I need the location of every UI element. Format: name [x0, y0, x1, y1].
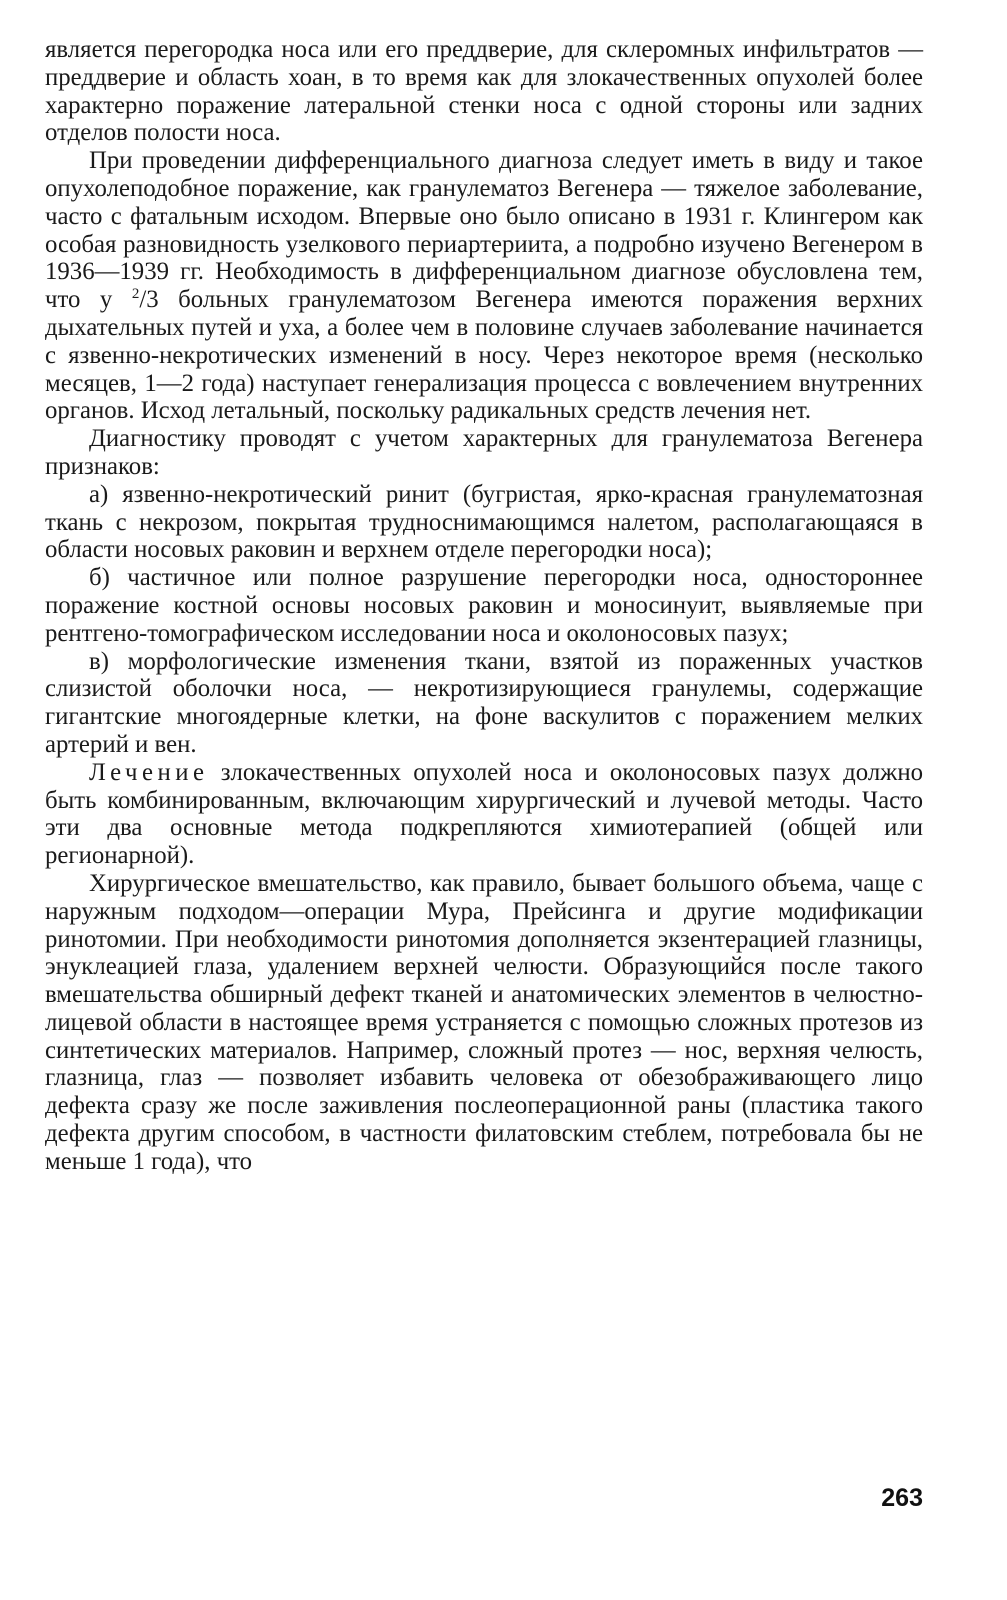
page-body: [45, 36, 923, 1176]
list-item-c: в) морфологические изменения ткани, взятой из пораженных участков слизистой оболочки носа, — некротизирующиеся гранулемы, содержащие гигантские многоядерные клетки, на фоне васкулитов с поражением мелких артерий и вен.: [45, 647, 923, 758]
paragraph-text: При проведении дифференциального диагноза следует иметь в виду и такое опухолеподобное поражение, как гранулематоз Вегенера — тяжелое заболевание, часто с фатальным исходом. Впервые оно было описано в 1931 г. Клингером как особая разновидность узелкового периартериита, а подробно изучено Вегенером в 1936—1939 гг. Необходимость в дифференциальном диагнозе обусловлена тем, что у: [45, 147, 923, 314]
paragraph-continued: является перегородка носа или его преддверие, для склеромных инфильтратов — преддверие и область хоан, в то время как для злокачественных опухолей более характерно поражение латеральной стенки носа с одной стороны или задних отделов полости носа.: [45, 36, 923, 147]
paragraph-text: больных гранулематозом Вегенера имеются поражения верхних дыхательных путей и уха, а более чем в половине случаев заболевание начинается с язвенно-некротических изменений в носу. Через некоторое время (несколько месяцев, 1—2 года) наступает генерализация процесса с вовлечением внутренних органов. Исход летальный, поскольку радикальных средств лечения нет.: [45, 286, 923, 425]
list-item-b: б) частичное или полное разрушение перегородки носа, одностороннее поражение костной основы носовых раковин и моносинуит, выявляемые при рентгено-томографическом исследовании носа и околоносовых пазух;: [45, 564, 923, 647]
paragraph-text: злокачественных опухолей носа и околоносовых пазух должно быть комбинированным, включающим хирургический и лучевой методы. Часто эти два основные метода подкрепляются химиотерапией (общей или регионарной).: [45, 758, 923, 870]
fraction-numerator: 2: [131, 286, 140, 303]
page-number: 263: [881, 1484, 923, 1512]
paragraph-wegener-differential: [45, 147, 923, 425]
list-item-a: а) язвенно-некротический ринит (бугристая, ярко-красная гранулематозная ткань с некрозом, покрытая трудноснимающимся налетом, располагающаяся в области носовых раковин и верхнем отделе перегородки носа);: [45, 480, 923, 564]
paragraph-treatment: [45, 759, 923, 870]
paragraph-surgery: Хирургическое вмешательство, как правило, бывает большого объема, чаще с наружным подходом—операции Мура, Прейсинга и другие модификации ринотомии. При необходимости ринотомия дополняется экзентерацией глазницы, энуклеацией глаза, удалением верхней челюсти. Образующийся после такого вмешательства обширный дефект тканей и анатомических элементов в челюстно-лицевой области в настоящее время устраняется с помощью сложных протезов из синтетических материалов. Например, сложный протез — нос, верхняя челюсть, глазница, глаз — позволяет избавить человека от обезображивающего лицо дефекта сразу же после заживления послеоперационной раны (пластика такого дефекта другим способом, в частности филатовским стеблем, потребовала бы не меньше 1 года), что: [45, 869, 923, 1175]
fraction-slash: /: [139, 286, 147, 314]
treatment-heading: Лечение: [89, 758, 209, 786]
fraction-denominator: 3: [146, 286, 159, 314]
paragraph-diagnostics-intro: Диагностику проводят с учетом характерных для гранулематоза Вегенера признаков:: [45, 425, 923, 480]
